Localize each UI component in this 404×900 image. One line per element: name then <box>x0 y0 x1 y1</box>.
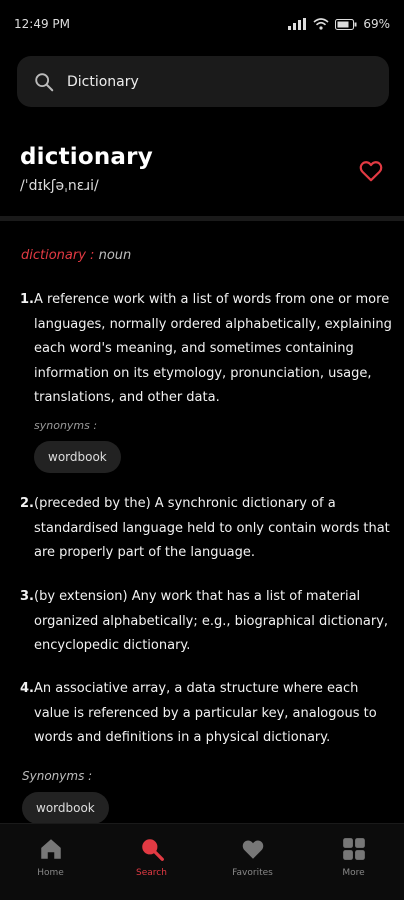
search-input[interactable]: Dictionary <box>67 73 139 90</box>
definition-number: 2. <box>20 496 34 511</box>
nav-search[interactable] <box>112 824 192 878</box>
search-bar[interactable] <box>17 56 389 107</box>
nav-label: Search <box>136 868 167 878</box>
nav-label: Favorites <box>232 868 273 878</box>
word-title: dictionary <box>20 144 153 170</box>
definition-item <box>20 677 398 751</box>
definition-item <box>20 288 398 411</box>
synonym-chip[interactable]: wordbook <box>22 792 109 824</box>
home-icon <box>38 836 64 862</box>
signal-icon <box>287 18 307 30</box>
part-of-speech <box>21 248 131 263</box>
synonyms-label: Synonyms : <box>22 769 93 783</box>
nav-favorites[interactable] <box>213 824 293 878</box>
nav-more[interactable] <box>314 824 394 878</box>
word-phonetic: /ˈdɪkʃəˌnɛɹi/ <box>20 178 99 194</box>
definitions-list <box>0 248 404 824</box>
word-header <box>20 144 384 206</box>
definition-text: An associative array, a data structure where each value is referenced by a particular key, analogous to words and definitions in a physical dictionary. <box>34 681 377 745</box>
favorite-heart-icon[interactable] <box>358 158 384 184</box>
pos-word: dictionary : <box>21 248 95 263</box>
pos-type: noun <box>98 248 132 263</box>
nav-home[interactable] <box>11 824 91 878</box>
definition-synonyms-label: synonyms : <box>34 419 98 432</box>
status-icons <box>287 17 390 31</box>
nav-label: More <box>342 868 365 878</box>
status-bar <box>0 0 404 48</box>
definition-text: A reference work with a list of words from one or more languages, normally ordered alphabetically, explaining each word's meaning, and sometimes containing information on its etymology, pronunciation, usage, translations, and other data. <box>34 292 392 405</box>
nav-label: Home <box>37 868 64 878</box>
definition-item <box>20 585 398 659</box>
definition-text: (by extension) Any work that has a list of material organized alphabetically; e.g., biographical dictionary, encyclopedic dictionary. <box>34 589 389 653</box>
definition-number: 4. <box>20 681 34 696</box>
section-divider <box>0 216 404 221</box>
definition-number: 3. <box>20 589 34 604</box>
bottom-nav <box>0 823 404 900</box>
synonym-chip[interactable]: wordbook <box>34 441 121 473</box>
heart-icon <box>240 836 266 862</box>
definition-item <box>20 492 398 566</box>
battery-level: 69% <box>363 17 390 31</box>
grid-icon <box>341 836 367 862</box>
search-icon <box>139 836 165 862</box>
definition-text: (preceded by the) A synchronic dictionary of a standardised language held to only contain words that are properly part of the language. <box>34 496 390 560</box>
definition-number: 1. <box>20 292 34 307</box>
wifi-icon <box>313 18 329 30</box>
search-icon <box>33 71 55 93</box>
status-time: 12:49 PM <box>14 17 70 31</box>
battery-icon <box>335 19 357 30</box>
